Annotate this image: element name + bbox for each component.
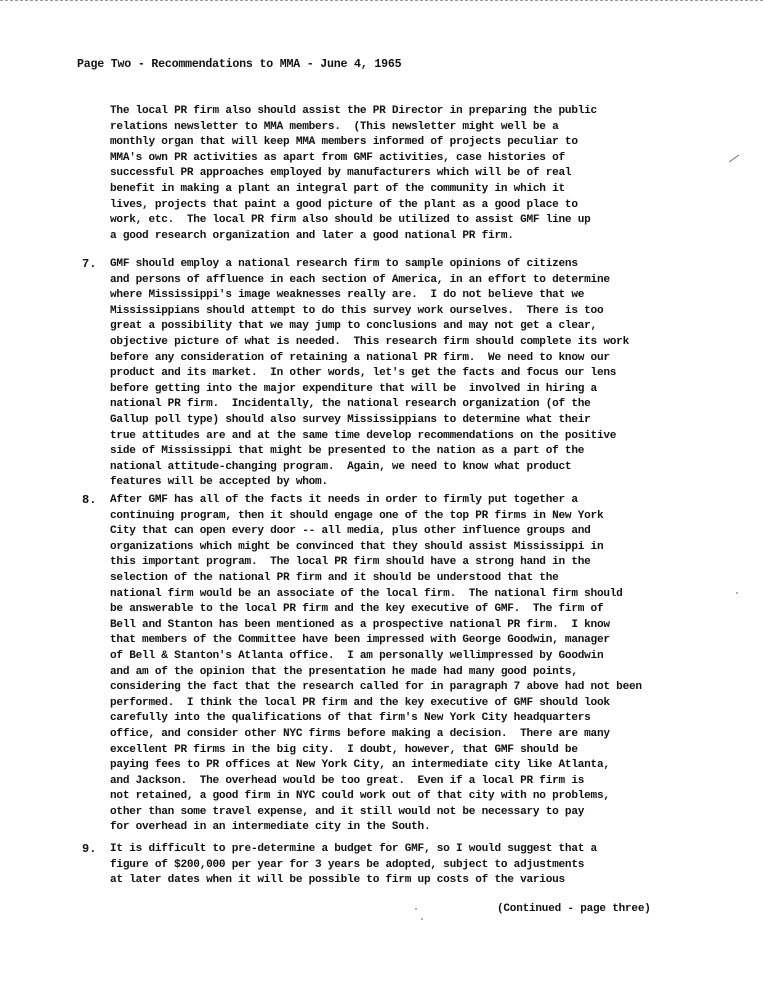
text-line: GMF should employ a national research firm to sample opinions of citizens: [110, 258, 578, 270]
text-line: for overhead in an intermediate city in the South.: [110, 821, 431, 834]
text-line: monthly organ that will keep MMA members informed of projects peculiar to: [110, 136, 578, 149]
paragraph-6-continued: [110, 104, 720, 244]
text-line: national firm would be an associate of the local firm. The national firm should: [110, 587, 623, 600]
text-line: side of Mississippi that might be presented to the nation as a part of the: [110, 445, 585, 458]
text-line: that members of the Committee have been impressed with George Goodwin, manager: [110, 634, 610, 647]
text-line: a good research organization and later a good national PR firm.: [110, 229, 514, 242]
text-line: work, etc. The local PR firm also should be utilized to assist GMF line up: [110, 214, 591, 227]
continuation-note: (Continued - page three): [497, 903, 651, 915]
text-line: and persons of affluence in each section of America, in an effort to determine: [110, 273, 610, 286]
stray-pen-mark: [729, 155, 739, 163]
text-line: considering the fact that the research called for in paragraph 7 above had not been: [110, 681, 642, 694]
paragraph-9: [82, 842, 720, 889]
stray-speck: [736, 592, 738, 594]
text-line: relations newsletter to MMA members. (This newsletter might well be a: [110, 120, 559, 133]
text-line: Mississippians should attempt to do this survey work ourselves. There is too: [110, 304, 604, 317]
text-line: office, and consider other NYC firms before making a decision. There are many: [110, 727, 610, 740]
text-line: Bell and Stanton has been mentioned as a prospective national PR firm. I know: [110, 618, 610, 631]
text-line: at later dates when it will be possible to firm up costs of the various: [110, 874, 565, 887]
page-header: Page Two - Recommendations to MMA - June 4, 1965: [77, 58, 402, 71]
text-line: of Bell & Stanton's Atlanta office. I am personally wellimpressed by Goodwin: [110, 649, 604, 662]
text-line: before any consideration of retaining a national PR firm. We need to know our: [110, 351, 610, 364]
text-line: figure of $200,000 per year for 3 years be adopted, subject to adjustments: [110, 858, 585, 871]
text-line: and Jackson. The overhead would be too great. Even if a local PR firm is: [110, 774, 585, 787]
stray-speck: [415, 908, 417, 910]
text-line: be answerable to the local PR firm and the key executive of GMF. The firm of: [110, 603, 604, 616]
text-line: Gallup poll type) should also survey Mississippians to determine what their: [110, 413, 591, 426]
text-line: carefully into the qualifications of that firm's New York City headquarters: [110, 712, 591, 725]
text-line: other than some travel expense, and it still would not be necessary to pay: [110, 805, 585, 818]
text-line: not retained, a good firm in NYC could work out of that city with no problems,: [110, 790, 610, 803]
text-line: great a possibility that we may jump to conclusions and may not get a clear,: [110, 320, 597, 333]
paragraph-7: [82, 257, 720, 491]
text-line: this important program. The local PR firm should have a strong hand in the: [110, 556, 591, 569]
text-line: organizations which might be convinced that they should assist Mississippi in: [110, 540, 604, 553]
text-line: national attitude-changing program. Again, we need to know what product: [110, 460, 572, 473]
text-line: City that can open every door -- all media, plus other influence groups and: [110, 525, 591, 538]
text-line: performed. I think the local PR firm and the key executive of GMF should look: [110, 696, 610, 709]
text-line: features will be accepted by whom.: [110, 476, 328, 489]
text-line: national PR firm. Incidentally, the national research organization (of the: [110, 398, 591, 411]
paragraph-number: 8.: [82, 493, 97, 507]
text-line: It is difficult to pre-determine a budget for GMF, so I would suggest that a: [110, 843, 597, 855]
stray-speck: [421, 918, 423, 920]
text-line: lives, projects that paint a good picture of the plant as a good place to: [110, 198, 578, 211]
text-line: paying fees to PR offices at New York City, an intermediate city like Atlanta,: [110, 759, 610, 772]
paragraph-number: 9.: [82, 842, 97, 856]
text-line: successful PR approaches employed by manufacturers which will be of real: [110, 167, 572, 180]
text-line: where Mississippi's image weaknesses really are. I do not believe that we: [110, 289, 585, 302]
text-line: The local PR firm also should assist the PR Director in preparing the public: [110, 105, 597, 117]
paragraph-number: 7.: [82, 257, 97, 271]
text-line: before getting into the major expenditure that will be involved in hiring a: [110, 382, 597, 395]
text-line: MMA's own PR activities as apart from GMF activities, case histories of: [110, 151, 565, 164]
text-line: continuing program, then it should engage one of the top PR firms in New York: [110, 509, 604, 522]
text-line: selection of the national PR firm and it should be understood that the: [110, 571, 559, 584]
text-line: benefit in making a plant an integral part of the community in which it: [110, 182, 565, 195]
text-line: and am of the opinion that the presentation he made had many good points,: [110, 665, 578, 678]
text-line: objective picture of what is needed. This research firm should complete its work: [110, 335, 629, 348]
text-line: true attitudes are and at the same time develop recommendations on the positive: [110, 429, 617, 442]
paragraph-8: [82, 493, 720, 836]
text-line: excellent PR firms in the big city. I doubt, however, that GMF should be: [110, 743, 578, 756]
text-line: product and its market. In other words, let's get the facts and focus our lens: [110, 367, 617, 380]
text-line: After GMF has all of the facts it needs in order to firmly put together a: [110, 494, 578, 506]
